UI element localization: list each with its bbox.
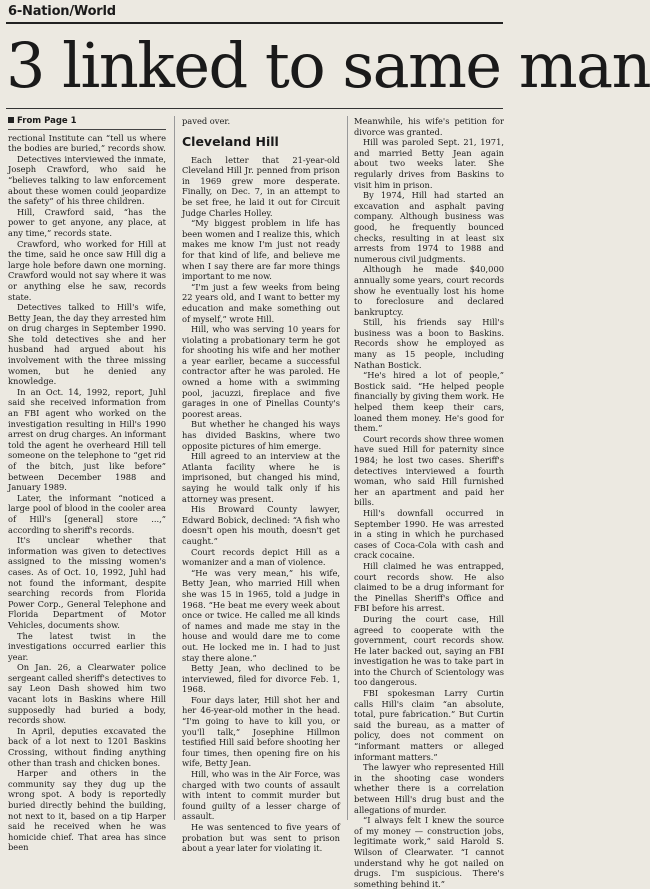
square-bullet-icon [8,117,14,123]
section-label: 6-Nation/World [8,4,116,19]
column-divider [347,116,348,820]
paragraph: Court records show three women have sued Hill for paternity since 1984; he lost two cases. Sheriff's detectives interviewed a fourth woman, who said Hill furnished her an apartment and paid her bills. [354,433,504,508]
paragraph: It's unclear whether that information was given to detectives assigned to the missing women's cases. As of Oct. 10, 1992, Juhl had not found the informant, despite searching records from Florida Power Corp., General Telephone and Florida Department of Motor Vehicles, documents show. [8,535,166,630]
paragraph: His Broward County lawyer, Edward Bobick, declined: “A fish who doesn't open his mouth, doesn't get caught.” [182,504,340,546]
headline-rule [6,108,503,109]
paragraph: Hill was paroled Sept. 21, 1971, and married Betty Jean again about two weeks later. She regularly drives from Baskins to visit him in prison. [354,137,504,190]
jump-line [8,116,166,130]
paragraph: Still, his friends say Hill's business was a boon to Baskins. Records show he employed as many as 15 people, including Nathan Bostick. [354,317,504,370]
paragraph: Later, the informant “noticed a large pool of blood in the cooler area of Hill's [general] store ...,” according to sheriff's records. [8,492,166,535]
paragraph: The latest twist in the investigations occurred earlier this year. [8,630,166,662]
paragraph: Meanwhile, his wife's petition for divorce was granted. [354,116,504,137]
article-column-1 [8,116,166,853]
paragraph: Crawford, who worked for Hill at the time, said he once saw Hill dig a large hole before dawn one morning. Crawford would not say where it was or anything else he saw, records state. [8,238,166,302]
paragraph: “He's hired a lot of people,” Bostick said. “He helped people financially by giving them work. He helped them keep their cars, loaned them money. He's good for them.” [354,370,504,434]
paragraph: “My biggest problem in life has been women and I realize this, which makes me know I'm just not ready for that kind of life, and believe me when I say there are far more things important to me now. [182,218,340,282]
paragraph: “I always felt I knew the source of my money — construction jobs, legitimate work,” said Harold S. Wilson of Clearwater. “I cannot understand why he got nailed on drugs. I'm suspicious. There's something behind it.” [354,815,504,889]
paragraph: But whether he changed his ways has divided Baskins, where two opposite pictures of him emerge. [182,419,340,451]
paragraph: The lawyer who represented Hill in the shooting case wonders whether there is a correlation between Hill's drug bust and the allegations of murder. [354,762,504,815]
paragraph: Court records depict Hill as a womanizer and a man of violence. [182,546,340,568]
paragraph: In an Oct. 14, 1992, report, Juhl said she received information from an FBI agent who worked on the investigation resulting in Hill's 1990 arrest on drug charges. An informant told the agent he overheard Hill tell someone on the telephone to “get rid of the bitch, just like before” between December 1988 and January 1989. [8,386,166,493]
paragraph: Four days later, Hill shot her and her 46-year-old mother in the head. “I'm going to have to kill you, or you'll talk,” Josephine Hillmon testified Hill said before shooting her four times, then opening fire on his wife, Betty Jean. [182,694,340,769]
paragraph: Detectives talked to Hill's wife, Betty Jean, the day they arrested him on drug charges in September 1990. She told detectives she and her husband had argued about his involvement with the three missing women, but he denied any knowledge. [8,302,166,387]
paragraph: Hill agreed to an interview at the Atlanta facility where he is imprisoned, but changed his mind, saying he would talk only if his attorney was present. [182,451,340,504]
paragraph: FBI spokesman Larry Curtin calls Hill's claim “an absolute, total, pure fabrication.” But Curtin said the bureau, as a matter of policy, does not comment on “informant matters or alleged informant matters.” [354,688,504,762]
paragraph: On Jan. 26, a Clearwater police sergeant called sheriff's detectives to say Leon Dash showed him two vacant lots in Baskins where Hill supposedly had buried a body, records show. [8,662,166,726]
paragraph: rectional Institute can “tell us where the bodies are buried,” records show. [8,132,166,154]
paragraph: Each letter that 21-year-old Cleveland Hill Jr. penned from prison in 1969 grew more desperate. Finally, on Dec. 7, in an attempt to be set free, he laid it out for Circuit Judge Charles Holley. [182,154,340,218]
paragraph: Hill, who was in the Air Force, was charged with two counts of assault with intent to commit murder but found guilty of a lesser charge of assault. [182,769,340,822]
paragraph: “I'm just a few weeks from being 22 years old, and I want to better my education and make something out of myself,” wrote Hill. [182,281,340,324]
paragraph: He was sentenced to five years of probation but was sent to prison about a year later for violating it. [182,822,340,854]
paragraph: Hill's downfall occurred in September 1990. He was arrested in a sting in which he purchased cases of Coca-Cola with cash and crack cocaine. [354,507,504,561]
paragraph: Hill, Crawford said, “has the power to get anyone, any place, at any time,” records state. [8,206,166,238]
paragraph: By 1974, Hill had started an excavation and asphalt paving company. Although business was good, he frequently bounced checks, resulting in at least six arrests from 1974 to 1988 and numerous civil judgments. [354,190,504,264]
top-rule [6,22,503,24]
paragraph: Hill claimed he was entrapped, court records show. He also claimed to be a drug informant for the Pinellas Sheriff's Office and FBI before his arrest. [354,560,504,614]
paragraph: Betty Jean, who declined to be interviewed, filed for divorce Feb. 1, 1968. [182,663,340,695]
paragraph: Hill, who was serving 10 years for violating a probationary term he got for shooting his wife and her mother a year earlier, became a successful contractor after he was paroled. He owned a home with a swimming pool, jacuzzi, fireplace and five garages in one of Pinellas County's poorest areas. [182,324,340,419]
paragraph: “He was very mean,” his wife, Betty Jean, who married Hill when she was 15 in 1965, told a judge in 1968. “He beat me every week about once or twice. He called me all kinds of names and made me stay in the house and would dare me to come out. He locked me in. I had to just stay there alone.” [182,567,340,663]
paragraph: During the court case, Hill agreed to cooperate with the government, court records show. He later backed out, saying an FBI investigation he was to take part in into the Church of Scientology was too dangerous. [354,613,504,688]
paragraph: In April, deputies excavated the back of a lot next to 1201 Baskins Crossing, without finding anything other than trash and chicken bones. [8,725,166,768]
paragraph: paved over. [182,116,231,126]
paragraph: Detectives interviewed the inmate, Joseph Crawford, who said he “believes talking to law enforcement about these women could jeopardize the safety” of his three children. [8,153,166,207]
subhead: Cleveland Hill [182,133,279,149]
column-divider [174,116,175,820]
article-column-3 [354,116,504,889]
headline: 3 linked to same man [6,29,650,102]
paragraph: Harper and others in the community say they dug up the wrong spot. A body is reportedly buried directly behind the building, not next to it, based on a tip Harper said he received when he was homicide chief. That area has since been [8,768,166,853]
article-column-2 [182,116,340,854]
paragraph: Although he made $40,000 annually some years, court records show he eventually lost his home to foreclosure and declared bankruptcy. [354,264,504,317]
jump-line-text: From Page 1 [17,116,77,126]
